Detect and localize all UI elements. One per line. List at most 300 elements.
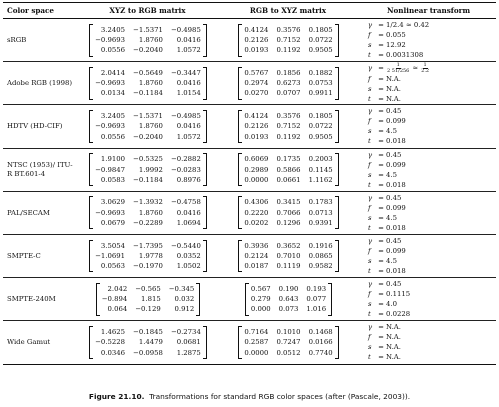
param-symbol: s — [368, 170, 372, 179]
matrix-entry: 0.1882 — [308, 68, 333, 77]
color-space-name: SMPTE-240M — [7, 294, 56, 303]
param-symbol: f — [368, 333, 371, 342]
matrix-entry: 1.9992 — [138, 165, 163, 174]
color-space-name: SMPTE-C — [7, 251, 41, 260]
matrix-entry: −0.1970 — [133, 262, 163, 271]
equals-sign: = — [378, 117, 384, 126]
color-space-name: NTSC (1953)/ ITU-R BT.601-4 — [7, 161, 73, 178]
header-nonlinear: Nonlinear transform — [360, 3, 496, 19]
equals-sign: = — [378, 74, 384, 83]
right-bracket — [203, 196, 207, 229]
matrix-entry: −0.894 — [101, 295, 128, 304]
xyz-to-rgb-cell — [79, 148, 215, 191]
matrix-grid — [93, 110, 203, 143]
fraction-denominator: 2.2 — [421, 67, 430, 74]
param-value: 0.45 — [386, 193, 402, 202]
matrix-entry: 3.5054 — [100, 241, 126, 250]
matrix-grid — [249, 283, 328, 316]
matrix-entry: 0.7164 — [244, 327, 269, 336]
equals-sign: = — [378, 107, 384, 116]
matrix-entry: 0.5866 — [276, 165, 301, 174]
equals-sign: = — [378, 353, 384, 362]
matrix-entry: 0.1805 — [308, 112, 333, 121]
param-value: 0.0228 — [386, 310, 411, 319]
matrix-entry: 0.2974 — [244, 79, 269, 88]
matrix-entry: −0.565 — [135, 284, 161, 293]
param-value: 0.45 — [386, 107, 402, 116]
header-color-space: Color space — [3, 3, 79, 19]
matrix-entry: 0.2126 — [244, 35, 269, 44]
matrix-entry: 0.1805 — [308, 25, 333, 34]
equals-sign: = — [378, 170, 384, 179]
equals-sign: = — [378, 31, 384, 40]
right-bracket — [203, 110, 207, 143]
nonlinear-cell — [360, 105, 496, 148]
matrix-entry: 0.9505 — [308, 46, 333, 55]
right-bracket — [203, 326, 207, 359]
right-bracket — [335, 326, 339, 359]
matrix-entry: 0.0416 — [176, 122, 201, 131]
param-symbol: s — [368, 84, 372, 93]
equals-sign: = — [378, 84, 384, 93]
matrix-entry: −0.5228 — [95, 338, 126, 347]
matrix-entry: 0.2124 — [244, 251, 269, 260]
matrix-entry: 1.8760 — [138, 79, 163, 88]
matrix-entry: 0.0187 — [244, 262, 269, 271]
matrix — [83, 24, 213, 57]
color-space-name: Adobe RGB (1998) — [7, 78, 73, 87]
matrix-entry: 0.3415 — [276, 198, 301, 207]
equals-sign: = — [378, 203, 384, 212]
equals-sign: = — [378, 41, 384, 50]
matrix-entry: 1.0694 — [176, 218, 201, 227]
matrix-entry: 0.0166 — [308, 338, 333, 347]
right-bracket — [335, 24, 339, 57]
matrix-entry: 0.7740 — [308, 348, 333, 357]
matrix — [219, 24, 358, 57]
nonlinear-cell — [360, 278, 496, 321]
matrix-entry: 0.7152 — [276, 35, 301, 44]
equals-sign: = — [378, 290, 384, 299]
matrix-entry: −0.2734 — [170, 327, 201, 336]
xyz-to-rgb-cell — [79, 105, 215, 148]
param-value: 0.099 — [386, 247, 406, 256]
param-symbol: s — [368, 213, 372, 222]
matrix-entry: −0.1845 — [133, 327, 163, 336]
matrix-entry: 0.3652 — [276, 241, 301, 250]
matrix-entry: 0.0722 — [308, 122, 333, 131]
matrix-entry: −0.1184 — [133, 175, 163, 184]
equals-sign: = — [378, 333, 384, 342]
param-value: 0.055 — [386, 31, 406, 40]
fraction-denominator: 2 51/256 — [387, 67, 410, 74]
right-bracket — [335, 153, 339, 186]
param-symbol: s — [368, 41, 372, 50]
matrix-entry: 0.4124 — [244, 112, 269, 121]
table-row — [3, 148, 496, 191]
xyz-to-rgb-cell — [79, 278, 215, 321]
fraction-numerator: 1 — [423, 61, 427, 68]
matrix — [83, 67, 213, 100]
matrix-entry: 0.3576 — [276, 112, 301, 121]
equals-sign: = — [378, 94, 384, 103]
table-row — [3, 321, 496, 364]
nonlinear-params — [364, 193, 494, 233]
param-value: 0.018 — [386, 180, 406, 189]
matrix — [219, 110, 358, 143]
param-value: 0.1115 — [386, 290, 411, 299]
figure-caption — [0, 392, 499, 401]
matrix-entry: 0.0352 — [176, 251, 201, 260]
matrix-entry: 1.8760 — [138, 35, 163, 44]
matrix-entry: 0.0416 — [176, 208, 201, 217]
matrix-entry: 1.0154 — [176, 89, 201, 98]
matrix-entry: 0.9505 — [308, 132, 333, 141]
matrix-entry: 0.0713 — [308, 208, 333, 217]
matrix — [219, 67, 358, 100]
matrix-entry: 0.0753 — [308, 79, 333, 88]
param-symbol: f — [368, 31, 371, 40]
matrix-entry: 0.6273 — [276, 79, 301, 88]
param-symbol: γ — [368, 323, 373, 332]
param-symbol: f — [368, 203, 371, 212]
matrix-entry: 0.064 — [107, 305, 128, 314]
color-space-name: sRGB — [7, 35, 27, 44]
matrix-entry: 0.7066 — [276, 208, 301, 217]
matrix-entry: 3.2405 — [100, 112, 126, 121]
matrix-entry: 0.000 — [250, 305, 271, 314]
param-symbol: γ — [368, 63, 373, 72]
equals-sign: = — [378, 180, 384, 189]
matrix-entry: 0.6069 — [244, 155, 269, 164]
color-space-cell — [3, 234, 79, 277]
matrix-entry: 2.0414 — [100, 68, 126, 77]
param-symbol: f — [368, 117, 371, 126]
nonlinear-cell — [360, 19, 496, 62]
matrix-grid — [242, 110, 334, 143]
param-value: N.A. — [386, 353, 401, 362]
param-symbol: s — [368, 300, 372, 309]
param-symbol: t — [368, 267, 371, 276]
param-value: 4.0 — [386, 300, 397, 309]
matrix-entry: 0.7247 — [276, 338, 301, 347]
rgb-to-xyz-cell — [215, 234, 360, 277]
header-rgb-to-xyz: RGB to XYZ matrix — [215, 3, 360, 19]
equals-sign: = — [378, 213, 384, 222]
matrix-entry: −0.9693 — [95, 79, 126, 88]
matrix-entry: 0.1119 — [276, 262, 301, 271]
nonlinear-params — [364, 106, 494, 146]
matrix-entry: −0.1184 — [133, 89, 163, 98]
matrix-entry: 0.1783 — [308, 198, 333, 207]
matrix-entry: 0.0679 — [100, 218, 126, 227]
param-symbol: t — [368, 180, 371, 189]
matrix-entry: 0.9911 — [308, 89, 333, 98]
matrix-entry: −0.5325 — [133, 155, 163, 164]
matrix-entry: 0.0583 — [100, 175, 126, 184]
matrix — [83, 196, 213, 229]
matrix-entry: 0.2587 — [244, 338, 269, 347]
fraction — [420, 63, 430, 74]
equals-sign: = — [378, 247, 384, 256]
matrix-entry: −0.5649 — [133, 68, 163, 77]
caption-text: Transformations for standard RGB color spaces (after (Pascale, 2003)). — [149, 392, 411, 401]
table-row — [3, 234, 496, 277]
matrix-entry: 1.4479 — [138, 338, 163, 347]
color-space-cell — [3, 105, 79, 148]
matrix-entry: 0.7010 — [276, 251, 301, 260]
param-symbol: t — [368, 94, 371, 103]
equals-sign: = — [378, 127, 384, 136]
matrix-entry: 0.2003 — [308, 155, 333, 164]
matrix-entry: 0.0270 — [244, 89, 269, 98]
matrix-entry: 0.032 — [174, 295, 195, 304]
color-space-cell — [3, 19, 79, 62]
matrix-entry: −0.9693 — [95, 122, 126, 131]
param-value — [386, 63, 494, 74]
equals-sign: = — [378, 193, 384, 202]
matrix-entry: −0.4985 — [170, 25, 201, 34]
param-value: 4.5 — [386, 257, 397, 266]
matrix-entry: 1.8760 — [138, 122, 163, 131]
matrix-entry: 2.042 — [107, 284, 128, 293]
right-bracket — [335, 110, 339, 143]
fraction-numerator: 1 — [396, 61, 400, 68]
param-value: N.A. — [386, 94, 401, 103]
matrix — [219, 326, 358, 359]
matrix-entry: 0.1145 — [308, 165, 333, 174]
matrix-grid — [93, 67, 203, 100]
matrix-entry: 0.0416 — [176, 79, 201, 88]
matrix-entry: 0.912 — [174, 305, 195, 314]
rgb-to-xyz-cell — [215, 19, 360, 62]
equals-sign: = — [378, 280, 384, 289]
matrix-entry: 0.1192 — [276, 46, 301, 55]
matrix-entry: 0.0563 — [100, 262, 126, 271]
matrix-grid — [242, 240, 334, 273]
approx-sign: ≈ — [412, 64, 419, 73]
matrix-entry: 1.9100 — [100, 155, 126, 164]
nonlinear-cell — [360, 191, 496, 234]
matrix-entry: 1.8760 — [138, 208, 163, 217]
header-xyz-to-rgb: XYZ to RGB matrix — [79, 3, 215, 19]
param-value: 0.099 — [386, 160, 406, 169]
param-value: 0.018 — [386, 267, 406, 276]
matrix-entry: −0.2040 — [133, 132, 163, 141]
equals-sign: = — [378, 223, 384, 232]
param-symbol: γ — [368, 107, 373, 116]
matrix-entry: 1.4625 — [100, 327, 126, 336]
table-row — [3, 191, 496, 234]
matrix-entry: 0.0661 — [276, 175, 301, 184]
right-bracket — [203, 153, 207, 186]
color-space-name: HDTV (HD-CIF) — [7, 122, 63, 131]
matrix — [219, 196, 358, 229]
rgb-to-xyz-cell — [215, 321, 360, 364]
param-symbol: s — [368, 257, 372, 266]
matrix-entry: −0.2289 — [133, 218, 163, 227]
right-bracket — [335, 67, 339, 100]
rgb-to-xyz-cell — [215, 62, 360, 105]
matrix-entry: 0.0193 — [244, 132, 269, 141]
param-value: N.A. — [386, 74, 401, 83]
param-symbol: t — [368, 353, 371, 362]
xyz-to-rgb-cell — [79, 62, 215, 105]
right-bracket — [335, 240, 339, 273]
matrix-grid — [93, 24, 203, 57]
matrix-entry: 0.193 — [306, 284, 327, 293]
matrix-grid — [242, 24, 334, 57]
equals-sign: = — [378, 137, 384, 146]
matrix-entry: −0.4985 — [170, 112, 201, 121]
param-value: 0.099 — [386, 203, 406, 212]
matrix-entry: 0.0865 — [308, 251, 333, 260]
param-value: 4.5 — [386, 170, 397, 179]
matrix-entry: −0.4758 — [170, 198, 201, 207]
matrix-entry: 0.8976 — [176, 175, 201, 184]
param-symbol: t — [368, 137, 371, 146]
matrix-entry: 0.9391 — [308, 218, 333, 227]
equals-sign: = — [378, 160, 384, 169]
matrix-entry: 0.643 — [278, 295, 299, 304]
param-value: 12.92 — [386, 41, 406, 50]
param-symbol: f — [368, 74, 371, 83]
matrix-grid — [242, 196, 334, 229]
matrix-entry: 0.0556 — [100, 46, 126, 55]
right-bracket — [203, 24, 207, 57]
param-value: 0.018 — [386, 137, 406, 146]
matrix — [83, 110, 213, 143]
matrix-entry: 0.1010 — [276, 327, 301, 336]
matrix-entry: 0.073 — [278, 305, 299, 314]
caption-label: Figure 21.10. — [88, 392, 145, 401]
rgb-to-xyz-cell — [215, 191, 360, 234]
param-value: 4.5 — [386, 127, 397, 136]
matrix-entry: 0.1468 — [308, 327, 333, 336]
right-bracket — [335, 196, 339, 229]
matrix-entry: 0.0346 — [100, 348, 126, 357]
matrix — [83, 240, 213, 273]
matrix-entry: −0.3447 — [170, 68, 201, 77]
param-symbol: γ — [368, 150, 373, 159]
matrix-grid — [93, 153, 203, 186]
param-value: 4.5 — [386, 213, 397, 222]
matrix-entry: −0.5440 — [170, 241, 201, 250]
equals-sign: = — [378, 63, 384, 72]
right-bracket — [203, 67, 207, 100]
matrix — [83, 283, 213, 316]
matrix-grid — [242, 67, 334, 100]
nonlinear-cell — [360, 148, 496, 191]
equals-sign: = — [378, 150, 384, 159]
matrix-entry: 0.4124 — [244, 25, 269, 34]
matrix-entry: 0.7152 — [276, 122, 301, 131]
param-symbol: γ — [368, 193, 373, 202]
matrix-entry: 0.2989 — [244, 165, 269, 174]
param-symbol: f — [368, 290, 371, 299]
matrix-entry: −0.345 — [168, 284, 195, 293]
nonlinear-params — [364, 322, 494, 362]
equals-sign: = — [378, 323, 384, 332]
color-space-cell — [3, 191, 79, 234]
param-symbol: f — [368, 160, 371, 169]
matrix-entry: 1.0572 — [176, 46, 201, 55]
param-value: N.A. — [386, 323, 401, 332]
matrix-grid — [242, 326, 334, 359]
color-space-table — [3, 2, 496, 365]
fraction — [386, 63, 410, 74]
matrix-entry: −1.0691 — [95, 251, 126, 260]
matrix-entry: 1.2875 — [176, 348, 201, 357]
matrix-entry: 0.2220 — [244, 208, 269, 217]
table-row — [3, 105, 496, 148]
matrix-entry: 1.016 — [306, 305, 327, 314]
xyz-to-rgb-cell — [79, 19, 215, 62]
color-space-name: Wide Gamut — [7, 338, 51, 347]
table-row — [3, 62, 496, 105]
param-symbol: s — [368, 343, 372, 352]
nonlinear-cell — [360, 62, 496, 105]
matrix-entry: 1.9778 — [138, 251, 163, 260]
equals-sign: = — [378, 343, 384, 352]
matrix-entry: 0.0416 — [176, 35, 201, 44]
matrix-entry: 0.1192 — [276, 132, 301, 141]
equals-sign: = — [378, 237, 384, 246]
param-symbol: γ — [368, 280, 373, 289]
matrix-entry: −0.9847 — [95, 165, 126, 174]
color-space-name: PAL/SECAM — [7, 208, 50, 217]
param-value: 0.018 — [386, 223, 406, 232]
matrix-entry: 3.2405 — [100, 25, 126, 34]
matrix — [219, 283, 358, 316]
matrix-entry: 0.3576 — [276, 25, 301, 34]
param-value: 0.45 — [386, 280, 402, 289]
equals-sign: = — [378, 257, 384, 266]
matrix — [83, 153, 213, 186]
matrix-entry: −0.9693 — [95, 35, 126, 44]
nonlinear-params — [364, 236, 494, 276]
matrix-grid — [93, 240, 203, 273]
matrix-entry: 0.077 — [306, 295, 327, 304]
xyz-to-rgb-cell — [79, 321, 215, 364]
param-value: 0.45 — [386, 237, 402, 246]
matrix-grid — [93, 326, 203, 359]
equals-sign: = — [378, 310, 384, 319]
matrix-grid — [100, 283, 197, 316]
matrix-entry: 0.0681 — [176, 338, 201, 347]
matrix-entry: 0.4306 — [244, 198, 269, 207]
param-symbol: γ — [368, 21, 373, 30]
nonlinear-params — [364, 150, 494, 190]
nonlinear-params — [364, 20, 494, 60]
param-value: N.A. — [386, 84, 401, 93]
matrix-grid — [93, 196, 203, 229]
matrix-entry: −0.9693 — [95, 208, 126, 217]
table-row — [3, 278, 496, 321]
matrix-entry: −0.129 — [135, 305, 161, 314]
nonlinear-cell — [360, 321, 496, 364]
param-value: 0.45 — [386, 150, 402, 159]
param-symbol: s — [368, 127, 372, 136]
matrix-entry: 0.3936 — [244, 241, 269, 250]
rgb-to-xyz-cell — [215, 148, 360, 191]
matrix-entry: 0.0707 — [276, 89, 301, 98]
color-space-cell — [3, 321, 79, 364]
table-header-row — [3, 3, 496, 19]
matrix-entry: 0.0202 — [244, 218, 269, 227]
matrix-entry: 0.190 — [278, 284, 299, 293]
matrix-entry: −0.2882 — [170, 155, 201, 164]
